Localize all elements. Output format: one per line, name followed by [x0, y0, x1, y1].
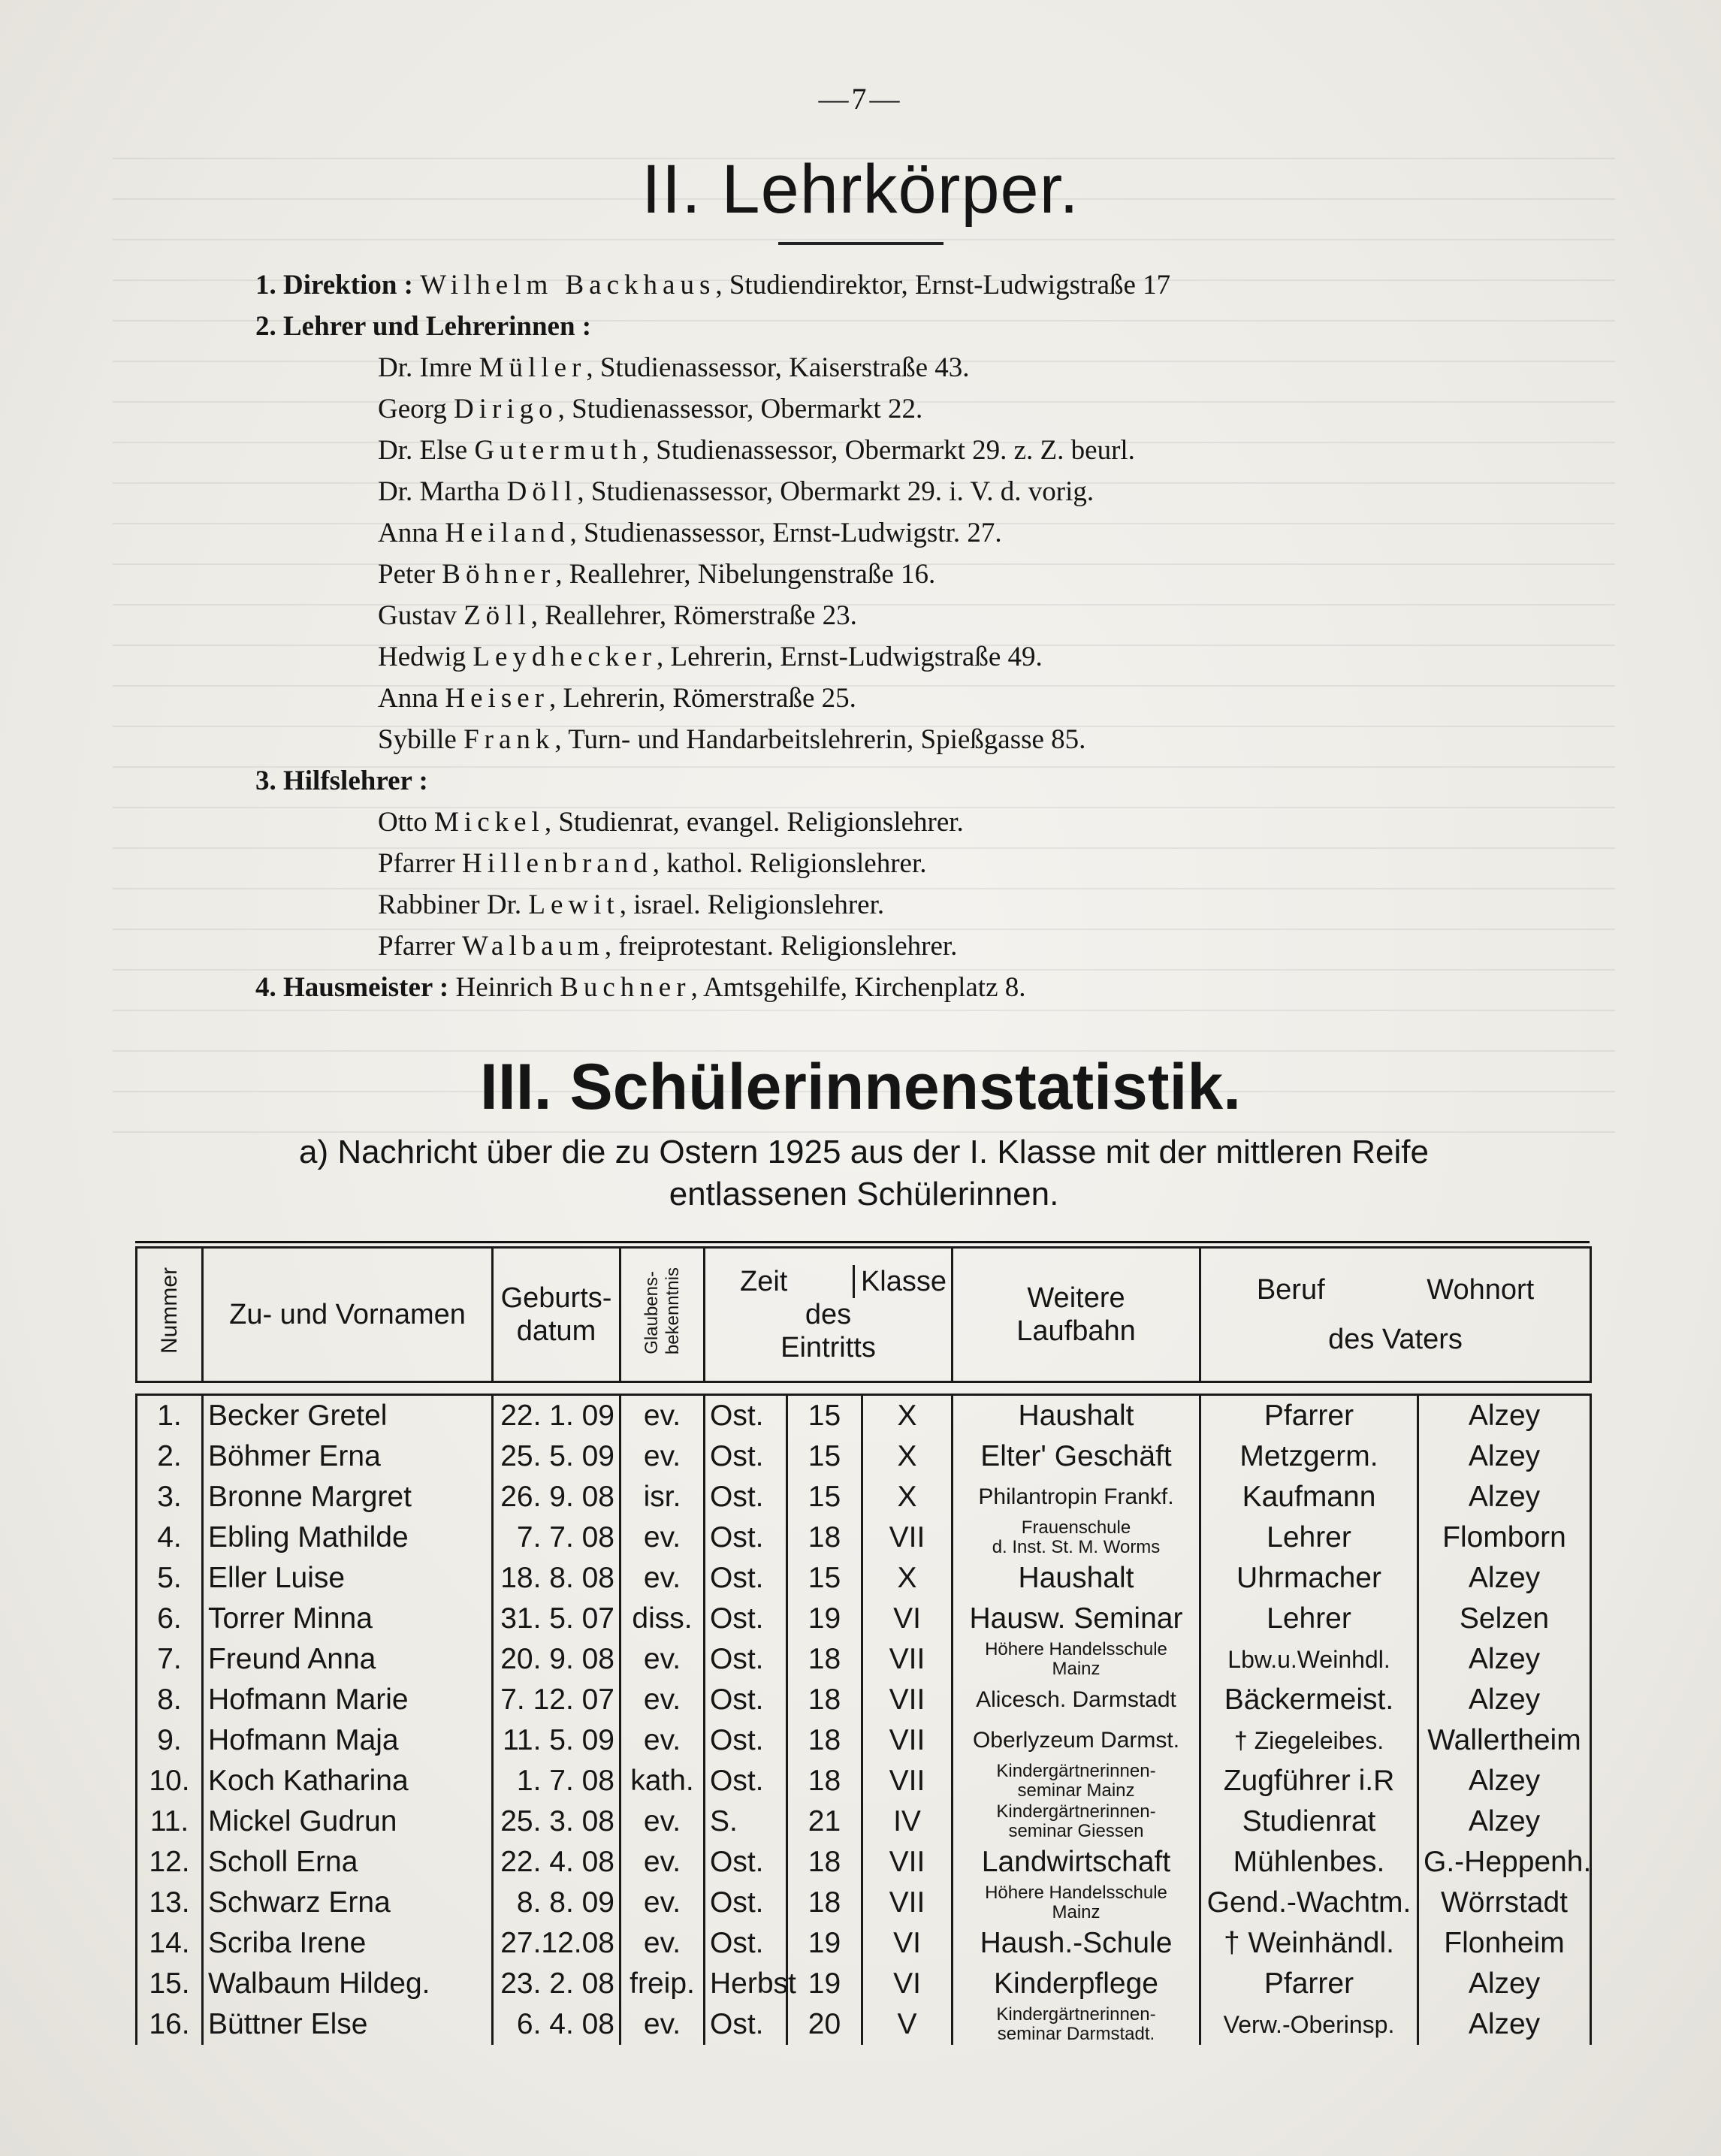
table-row [137, 1558, 1591, 1599]
cell-laufbahn: Oberlyzeum Darmst. [953, 1720, 1200, 1761]
cell-nummer: 15. [137, 1964, 203, 2004]
direktion-row [255, 264, 1532, 306]
header-nummer [137, 1248, 203, 1382]
cell-eintritt-zeit: Ost. [705, 1395, 787, 1437]
lehrer-label-row [255, 306, 1532, 347]
lehrer-row [255, 512, 1532, 554]
cell-name: Mickel Gudrun [203, 1801, 493, 1842]
lehrer-pre: Hedwig [378, 642, 473, 672]
cell-geburtsdatum: 25. 5. 09 [493, 1436, 620, 1477]
cell-wohnort: Flomborn [1418, 1517, 1591, 1558]
lehrer-name: Frank [463, 724, 555, 755]
header-laufbahn [953, 1248, 1200, 1382]
table-row [137, 1720, 1591, 1761]
cell-konfession: ev. [620, 1842, 705, 1883]
cell-eintritt-jahr: 15 [787, 1558, 862, 1599]
cell-eintritt-zeit: Ost. [705, 1923, 787, 1964]
cell-beruf: Bäckermeist. [1200, 1680, 1418, 1720]
cell-nummer: 5. [137, 1558, 203, 1599]
cell-name: Schwarz Erna [203, 1883, 493, 1923]
header-gap [137, 1382, 1591, 1395]
cell-name: Bronne Margret [203, 1477, 493, 1517]
direktion-label: 1. Direktion : [255, 270, 414, 300]
table-row [137, 1517, 1591, 1558]
cell-wohnort: Alzey [1418, 2004, 1591, 2045]
header-glaube-2: bekenntnis [662, 1267, 683, 1355]
table-header-row [137, 1248, 1591, 1382]
cell-beruf: Metzgerm. [1200, 1436, 1418, 1477]
cell-eintritt-jahr: 19 [787, 1599, 862, 1639]
lehrer-row [255, 430, 1532, 471]
cell-konfession: ev. [620, 1883, 705, 1923]
table-row [137, 1883, 1591, 1923]
cell-geburtsdatum: 6. 4. 08 [493, 2004, 620, 2045]
cell-geburtsdatum: 7. 12. 07 [493, 1680, 620, 1720]
cell-geburtsdatum: 25. 3. 08 [493, 1801, 620, 1842]
cell-eintritt-zeit: Ost. [705, 1599, 787, 1639]
cell-eintritt-zeit: Ost. [705, 1558, 787, 1599]
header-geburt-2: datum [516, 1315, 596, 1347]
cell-name: Scholl Erna [203, 1842, 493, 1883]
cell-laufbahn: Elter' Geschäft [953, 1436, 1200, 1477]
lehrer-text: , Studienassessor, Obermarkt 29. i. V. d. vorig. [577, 476, 1094, 507]
lehrer-text: , Studienassessor, Ernst-Ludwigstr. 27. [569, 518, 1002, 548]
cell-klasse: IV [862, 1801, 953, 1842]
header-laufbahn-1: Weitere [1027, 1282, 1125, 1314]
student-table-wrapper [135, 1241, 1590, 2045]
header-des-vaters: des Vaters [1328, 1324, 1463, 1355]
table-caption [135, 1131, 1593, 1215]
table-row [137, 1761, 1591, 1801]
cell-eintritt-jahr: 20 [787, 2004, 862, 2045]
cell-laufbahn [953, 2004, 1200, 2045]
cell-wohnort: Alzey [1418, 1680, 1591, 1720]
cell-eintritt-jahr: 18 [787, 1639, 862, 1680]
lehrer-row [255, 636, 1532, 678]
cell-laufbahn-line: Kindergärtnerinnen- [996, 1761, 1156, 1781]
cell-beruf: Lehrer [1200, 1517, 1418, 1558]
lehrer-name: Zöll [463, 600, 531, 631]
cell-laufbahn: Hausw. Seminar [953, 1599, 1200, 1639]
lehrer-row [255, 347, 1532, 388]
cell-nummer: 13. [137, 1883, 203, 1923]
cell-wohnort: Flonheim [1418, 1923, 1591, 1964]
cell-laufbahn-line: Mainz [1052, 1659, 1101, 1679]
table-row [137, 1964, 1591, 2004]
cell-name: Torrer Minna [203, 1599, 493, 1639]
cell-wohnort: Alzey [1418, 1639, 1591, 1680]
cell-klasse: VI [862, 1599, 953, 1639]
header-laufbahn-2: Laufbahn [1016, 1315, 1136, 1347]
cell-nummer: 1. [137, 1395, 203, 1437]
header-eintritt-des: des [805, 1299, 852, 1330]
cell-geburtsdatum: 20. 9. 08 [493, 1639, 620, 1680]
lehrer-pre: Dr. Martha [378, 476, 507, 507]
cell-eintritt-jahr: 15 [787, 1395, 862, 1437]
cell-wohnort: Alzey [1418, 1395, 1591, 1437]
cell-wohnort: G.-Heppenh. [1418, 1842, 1591, 1883]
header-name-text: Zu- und Vornamen [229, 1299, 466, 1330]
cell-eintritt-jahr: 18 [787, 1720, 862, 1761]
cell-laufbahn: Haush.-Schule [953, 1923, 1200, 1964]
cell-klasse: X [862, 1395, 953, 1437]
cell-konfession: freip. [620, 1964, 705, 2004]
cell-geburtsdatum: 22. 4. 08 [493, 1842, 620, 1883]
lehrer-label: 2. Lehrer und Lehrerinnen : [255, 311, 592, 342]
table-row [137, 1639, 1591, 1680]
cell-nummer: 4. [137, 1517, 203, 1558]
table-row [137, 1477, 1591, 1517]
hausmeister-name: Buchner [560, 972, 691, 1003]
cell-beruf: Verw.-Oberinsp. [1200, 2004, 1418, 2045]
cell-laufbahn-line: Höhere Handelsschule [985, 1883, 1167, 1903]
cell-laufbahn-line: Kindergärtnerinnen- [996, 1801, 1156, 1822]
hilfslehrer-name: Walbaum [461, 931, 605, 962]
cell-laufbahn-line: Mainz [1052, 1902, 1101, 1922]
hausmeister-label: 4. Hausmeister : [255, 972, 449, 1003]
cell-klasse: X [862, 1558, 953, 1599]
table-row [137, 1599, 1591, 1639]
table-body [137, 1395, 1591, 2046]
cell-laufbahn-line: d. Inst. St. M. Worms [992, 1537, 1161, 1557]
cell-geburtsdatum: 18. 8. 08 [493, 1558, 620, 1599]
lehrer-pre: Anna [378, 683, 445, 714]
cell-klasse: X [862, 1436, 953, 1477]
cell-wohnort: Alzey [1418, 1761, 1591, 1801]
lehrer-name: Gutermuth [474, 435, 642, 466]
cell-konfession: ev. [620, 1639, 705, 1680]
lehrer-name: Heiser [445, 683, 549, 714]
lehrer-text: , Studienassessor, Kaiserstraße 43. [586, 352, 970, 383]
cell-name: Koch Katharina [203, 1761, 493, 1801]
cell-name: Freund Anna [203, 1639, 493, 1680]
cell-wohnort: Wörrstadt [1418, 1883, 1591, 1923]
cell-nummer: 14. [137, 1923, 203, 1964]
cell-klasse: VII [862, 1720, 953, 1761]
hilfslehrer-name: Hillenbrand [461, 848, 653, 879]
cell-beruf: Uhrmacher [1200, 1558, 1418, 1599]
cell-wohnort: Wallertheim [1418, 1720, 1591, 1761]
cell-konfession: ev. [620, 1720, 705, 1761]
cell-wohnort: Alzey [1418, 1477, 1591, 1517]
cell-beruf: Mühlenbes. [1200, 1842, 1418, 1883]
table-row [137, 1436, 1591, 1477]
cell-nummer: 7. [137, 1639, 203, 1680]
cell-nummer: 2. [137, 1436, 203, 1477]
cell-wohnort: Selzen [1418, 1599, 1591, 1639]
cell-nummer: 10. [137, 1761, 203, 1801]
lehrer-text: , Studienassessor, Obermarkt 22. [557, 394, 923, 424]
header-beruf: Beruf [1256, 1274, 1325, 1306]
cell-konfession: diss. [620, 1599, 705, 1639]
table-row [137, 1842, 1591, 1883]
cell-nummer: 11. [137, 1801, 203, 1842]
cell-name: Böhmer Erna [203, 1436, 493, 1477]
header-gap-cell [137, 1382, 1591, 1395]
hilfslehrer-pre: Pfarrer [378, 931, 462, 962]
hilfslehrer-row [255, 884, 1532, 926]
cell-nummer: 16. [137, 2004, 203, 2045]
cell-klasse: VII [862, 1517, 953, 1558]
cell-laufbahn: Alicesch. Darmstadt [953, 1680, 1200, 1720]
table-row [137, 1680, 1591, 1720]
cell-nummer: 12. [137, 1842, 203, 1883]
header-eintritt [705, 1248, 953, 1382]
cell-laufbahn [953, 1801, 1200, 1842]
cell-nummer: 8. [137, 1680, 203, 1720]
title-underline [778, 242, 944, 245]
cell-beruf: Lbw.u.Weinhdl. [1200, 1639, 1418, 1680]
hilfslehrer-row [255, 926, 1532, 967]
cell-beruf: Studienrat [1200, 1801, 1418, 1842]
page-number: —7— [818, 82, 903, 116]
cell-eintritt-zeit: S. [705, 1801, 787, 1842]
hilfslehrer-text: , kathol. Religionslehrer. [652, 848, 927, 879]
lehrer-name: Dirigo [454, 394, 558, 424]
cell-laufbahn-line: Höhere Handelsschule [985, 1639, 1167, 1659]
header-glaubensbekenntnis [620, 1248, 705, 1382]
header-zeit: Zeit [740, 1266, 788, 1297]
hilfslehrer-list [255, 802, 1532, 967]
cell-name: Walbaum Hildeg. [203, 1964, 493, 2004]
lehrer-text: , Lehrerin, Römerstraße 25. [548, 683, 856, 714]
cell-klasse: VII [862, 1761, 953, 1801]
cell-eintritt-zeit: Ost. [705, 1883, 787, 1923]
cell-klasse: V [862, 2004, 953, 2045]
cell-eintritt-jahr: 15 [787, 1436, 862, 1477]
hilfslehrer-name: Lewit [528, 889, 620, 920]
header-wohnort: Wohnort [1427, 1274, 1535, 1306]
header-eintritt-eintritts: Eintritts [780, 1332, 876, 1363]
cell-beruf: Kaufmann [1200, 1477, 1418, 1517]
cell-klasse: VII [862, 1680, 953, 1720]
lehrer-text: , Lehrerin, Ernst-Ludwigstraße 49. [657, 642, 1043, 672]
cell-konfession: ev. [620, 1680, 705, 1720]
lehrer-pre: Gustav [378, 600, 464, 631]
cell-geburtsdatum: 22. 1. 09 [493, 1395, 620, 1437]
cell-name: Becker Gretel [203, 1395, 493, 1437]
cell-eintritt-jahr: 18 [787, 1761, 862, 1801]
lehrer-pre: Peter [378, 559, 442, 590]
cell-nummer: 3. [137, 1477, 203, 1517]
lehrer-row [255, 678, 1532, 719]
cell-eintritt-jahr: 18 [787, 1883, 862, 1923]
cell-konfession: ev. [620, 1517, 705, 1558]
cell-laufbahn [953, 1761, 1200, 1801]
cell-laufbahn-line: seminar Mainz [1017, 1780, 1135, 1801]
lehrer-name: Heiland [445, 518, 570, 548]
cell-laufbahn [953, 1883, 1200, 1923]
cell-klasse: VI [862, 1964, 953, 2004]
hilfslehrer-text: , Studienrat, evangel. Religionslehrer. [544, 807, 964, 838]
cell-laufbahn: Philantropin Frankf. [953, 1477, 1200, 1517]
cell-name: Hofmann Marie [203, 1680, 493, 1720]
cell-eintritt-jahr: 18 [787, 1680, 862, 1720]
cell-konfession: ev. [620, 1395, 705, 1437]
cell-wohnort: Alzey [1418, 1558, 1591, 1599]
cell-beruf: Pfarrer [1200, 1395, 1418, 1437]
cell-laufbahn-line: Kindergärtnerinnen- [996, 2004, 1156, 2025]
lehrer-name: Müller [479, 352, 587, 383]
hilfslehrer-pre: Pfarrer [378, 848, 462, 879]
lehrer-pre: Georg [378, 394, 454, 424]
table-row [137, 1801, 1591, 1842]
direktion-name: Wilhelm Backhaus [420, 270, 716, 300]
lehrer-pre: Dr. Else [378, 435, 475, 466]
cell-eintritt-zeit: Ost. [705, 2004, 787, 2045]
header-geburtsdatum [493, 1248, 620, 1382]
cell-eintritt-jahr: 21 [787, 1801, 862, 1842]
cell-name: Büttner Else [203, 2004, 493, 2045]
cell-laufbahn [953, 1639, 1200, 1680]
hilfslehrer-pre: Otto [378, 807, 435, 838]
cell-eintritt-zeit: Ost. [705, 1477, 787, 1517]
lehrer-text: , Studienassessor, Obermarkt 29. z. Z. beurl. [642, 435, 1135, 466]
cell-eintritt-zeit: Ost. [705, 1436, 787, 1477]
header-glaube-1: Glaubens- [641, 1271, 662, 1355]
cell-beruf: † Weinhändl. [1200, 1923, 1418, 1964]
cell-eintritt-zeit: Ost. [705, 1680, 787, 1720]
header-nummer-text: Nummer [156, 1267, 182, 1354]
table-caption-line2: entlassenen Schülerinnen. [669, 1176, 1059, 1212]
hilfslehrer-label: 3. Hilfslehrer : [255, 765, 428, 796]
cell-nummer: 6. [137, 1599, 203, 1639]
cell-konfession: ev. [620, 1923, 705, 1964]
hausmeister-text: , Amtsgehilfe, Kirchenplatz 8. [690, 972, 1026, 1003]
cell-laufbahn: Kinderpflege [953, 1964, 1200, 2004]
cell-name: Eller Luise [203, 1558, 493, 1599]
cell-laufbahn-line: Frauenschule [1021, 1517, 1131, 1538]
lehrer-row [255, 554, 1532, 595]
lehrer-text: , Reallehrer, Nibelungenstraße 16. [555, 559, 936, 590]
table-row [137, 2004, 1591, 2045]
section-title-lehrkoerper: II. Lehrkörper. [642, 151, 1079, 228]
cell-eintritt-zeit: Ost. [705, 1720, 787, 1761]
cell-laufbahn-line: seminar Giessen [1008, 1821, 1144, 1841]
hilfslehrer-text: , israel. Religionslehrer. [619, 889, 885, 920]
cell-klasse: VII [862, 1883, 953, 1923]
cell-eintritt-jahr: 15 [787, 1477, 862, 1517]
cell-geburtsdatum: 11. 5. 09 [493, 1720, 620, 1761]
cell-laufbahn: Haushalt [953, 1395, 1200, 1437]
cell-geburtsdatum: 27.12.08 [493, 1923, 620, 1964]
lehrer-list [255, 347, 1532, 760]
student-table [135, 1246, 1592, 2045]
cell-laufbahn: Haushalt [953, 1558, 1200, 1599]
header-geburt-1: Geburts- [500, 1282, 612, 1314]
section-title-statistik: III. Schülerinnenstatistik. [479, 1051, 1242, 1123]
lehrer-row [255, 471, 1532, 512]
cell-klasse: VI [862, 1923, 953, 1964]
hausmeister-pre: Heinrich [455, 972, 560, 1003]
cell-eintritt-zeit: Ost. [705, 1761, 787, 1801]
cell-eintritt-jahr: 19 [787, 1964, 862, 2004]
cell-beruf: Lehrer [1200, 1599, 1418, 1639]
staff-list [255, 264, 1532, 1008]
cell-eintritt-zeit: Ost. [705, 1517, 787, 1558]
hilfslehrer-pre: Rabbiner Dr. [378, 889, 529, 920]
cell-geburtsdatum: 26. 9. 08 [493, 1477, 620, 1517]
hausmeister-row [255, 967, 1532, 1008]
cell-geburtsdatum: 7. 7. 08 [493, 1517, 620, 1558]
lehrer-pre: Sybille [378, 724, 464, 755]
cell-eintritt-jahr: 19 [787, 1923, 862, 1964]
lehrer-pre: Anna [378, 518, 445, 548]
cell-wohnort: Alzey [1418, 1801, 1591, 1842]
cell-beruf: † Ziegeleibes. [1200, 1720, 1418, 1761]
cell-klasse: VII [862, 1842, 953, 1883]
lehrer-name: Döll [506, 476, 578, 507]
cell-name: Scriba Irene [203, 1923, 493, 1964]
cell-beruf: Gend.-Wachtm. [1200, 1883, 1418, 1923]
cell-eintritt-zeit: Herbst [705, 1964, 787, 2004]
lehrer-row [255, 388, 1532, 430]
lehrer-pre: Dr. Imre [378, 352, 479, 383]
cell-geburtsdatum: 8. 8. 09 [493, 1883, 620, 1923]
table-caption-line1: a) Nachricht über die zu Ostern 1925 aus der I. Klasse mit der mittleren Reife [298, 1134, 1429, 1170]
cell-eintritt-zeit: Ost. [705, 1639, 787, 1680]
cell-geburtsdatum: 23. 2. 08 [493, 1964, 620, 2004]
cell-konfession: ev. [620, 1436, 705, 1477]
cell-eintritt-jahr: 18 [787, 1842, 862, 1883]
header-eintritt-top [705, 1265, 951, 1298]
hilfslehrer-name: Mickel [434, 807, 545, 838]
cell-geburtsdatum: 31. 5. 07 [493, 1599, 620, 1639]
hilfslehrer-row [255, 802, 1532, 843]
cell-eintritt-jahr: 18 [787, 1517, 862, 1558]
table-row [137, 1923, 1591, 1964]
cell-konfession: ev. [620, 1801, 705, 1842]
header-klasse: Klasse [853, 1265, 947, 1298]
cell-beruf: Pfarrer [1200, 1964, 1418, 2004]
cell-konfession: kath. [620, 1761, 705, 1801]
cell-klasse: X [862, 1477, 953, 1517]
direktion-text: , Studiendirektor, Ernst-Ludwigstraße 17 [715, 270, 1171, 300]
hilfslehrer-text: , freiprotestant. Religionslehrer. [604, 931, 958, 962]
header-name [203, 1248, 493, 1382]
cell-nummer: 9. [137, 1720, 203, 1761]
cell-laufbahn-line: seminar Darmstadt. [997, 2024, 1155, 2044]
header-vater [1200, 1248, 1591, 1382]
cell-beruf: Zugführer i.R [1200, 1761, 1418, 1801]
cell-name: Ebling Mathilde [203, 1517, 493, 1558]
cell-konfession: isr. [620, 1477, 705, 1517]
cell-name: Hofmann Maja [203, 1720, 493, 1761]
cell-eintritt-zeit: Ost. [705, 1842, 787, 1883]
cell-konfession: ev. [620, 2004, 705, 2045]
cell-geburtsdatum: 1. 7. 08 [493, 1761, 620, 1801]
cell-laufbahn [953, 1517, 1200, 1558]
table-row [137, 1395, 1591, 1437]
lehrer-name: Leydhecker [473, 642, 657, 672]
hilfslehrer-row [255, 843, 1532, 884]
lehrer-name: Böhner [442, 559, 556, 590]
cell-konfession: ev. [620, 1558, 705, 1599]
header-vater-top [1201, 1273, 1590, 1306]
cell-wohnort: Alzey [1418, 1436, 1591, 1477]
lehrer-text: , Turn- und Handarbeitslehrerin, Spießgasse 85. [554, 724, 1086, 755]
lehrer-row [255, 595, 1532, 636]
cell-klasse: VII [862, 1639, 953, 1680]
cell-wohnort: Alzey [1418, 1964, 1591, 2004]
lehrer-text: , Reallehrer, Römerstraße 23. [530, 600, 857, 631]
cell-laufbahn: Landwirtschaft [953, 1842, 1200, 1883]
hilfslehrer-label-row [255, 760, 1532, 802]
lehrer-row [255, 719, 1532, 760]
